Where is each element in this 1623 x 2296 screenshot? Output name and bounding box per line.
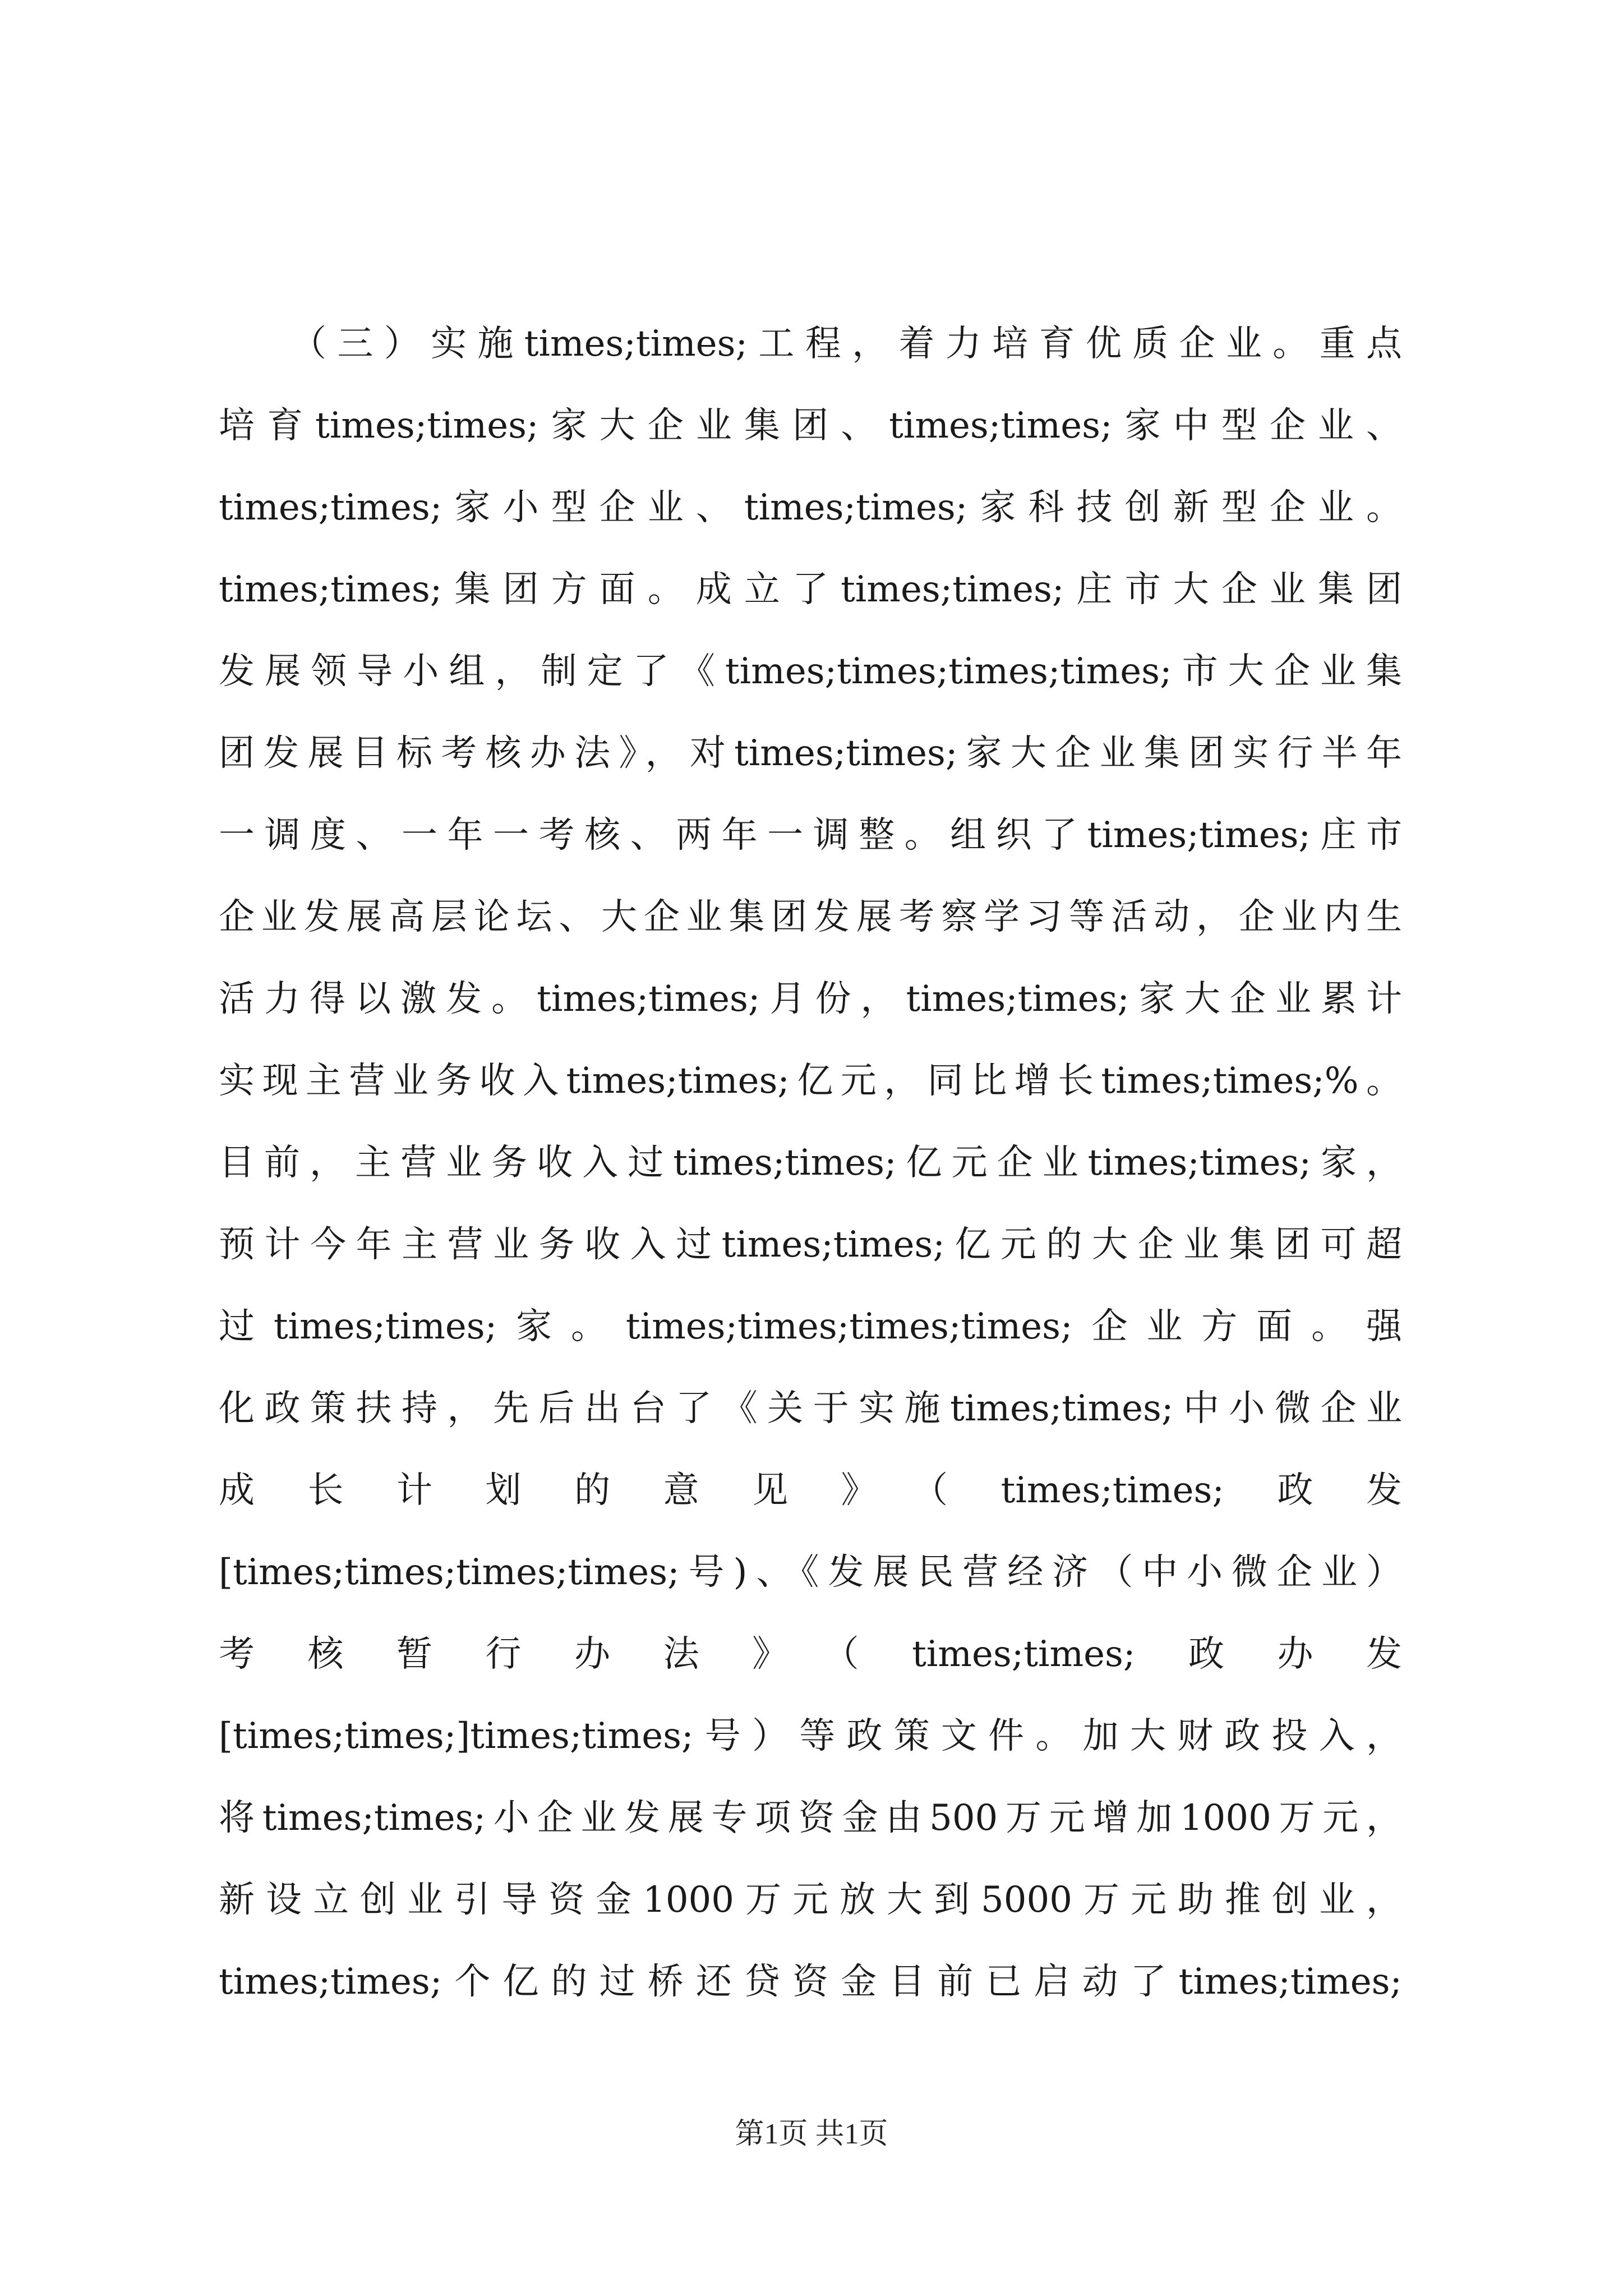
- paragraph-line: 培育times;times;家大企业集团、times;times;家中型企业、: [219, 405, 1402, 447]
- paragraph-line: 实现主营业务收入times;times;亿元，同比增长times;times;%。: [219, 1060, 1402, 1102]
- paragraph-line: 将times;times;小企业发展专项资金由500万元增加1000万元，: [219, 1797, 1402, 1839]
- paragraph-line: 发展领导小组，制定了《times;times;times;times;市大企业集: [219, 651, 1402, 692]
- page-footer: 第1页 共1页: [735, 2118, 888, 2150]
- paragraph-line: 预计今年主营业务收入过times;times;亿元的大企业集团可超: [219, 1224, 1402, 1266]
- body-paragraph: [219, 303, 1402, 2023]
- paragraph-line: 化政策扶持，先后出台了《关于实施times;times;中小微企业: [219, 1388, 1402, 1429]
- paragraph-line: 考核暂行办法》（times;times;政办发: [219, 1634, 1402, 1675]
- paragraph-line: times;times;个亿的过桥还贷资金目前已启动了times;times;: [219, 1961, 1402, 2003]
- paragraph-line: 过times;times;家。times;times;times;times;企业方面。强: [219, 1306, 1402, 1347]
- paragraph-line: [times;times;times;times;号)、《发展民营经济（中小微企业）: [219, 1552, 1402, 1593]
- paragraph-line: 一调度、一年一考核、两年一调整。组织了times;times;庄市: [219, 815, 1402, 856]
- paragraph-line: [times;times;]times;times;号）等政策文件。加大财政投入，: [219, 1715, 1402, 1757]
- paragraph-line: 企业发展高层论坛、大企业集团发展考察学习等活动，企业内生: [219, 896, 1402, 938]
- paragraph-line: 成长计划的意见》（times;times;政发: [219, 1470, 1402, 1511]
- paragraph-line: times;times;家小型企业、times;times;家科技创新型企业。: [219, 487, 1402, 528]
- paragraph-line: times;times;集团方面。成立了times;times;庄市大企业集团: [219, 569, 1402, 610]
- paragraph-line: 目前，主营业务收入过times;times;亿元企业times;times;家，: [219, 1142, 1402, 1184]
- paragraph-line: （三）实施times;times;工程，着力培育优质企业。重点: [291, 323, 1402, 365]
- paragraph-line: 团发展目标考核办法》，对times;times;家大企业集团实行半年: [219, 733, 1402, 774]
- paragraph-line: 活力得以激发。times;times;月份，times;times;家大企业累计: [219, 978, 1402, 1020]
- paragraph-line: 新设立创业引导资金1000万元放大到5000万元助推创业，: [219, 1879, 1402, 1921]
